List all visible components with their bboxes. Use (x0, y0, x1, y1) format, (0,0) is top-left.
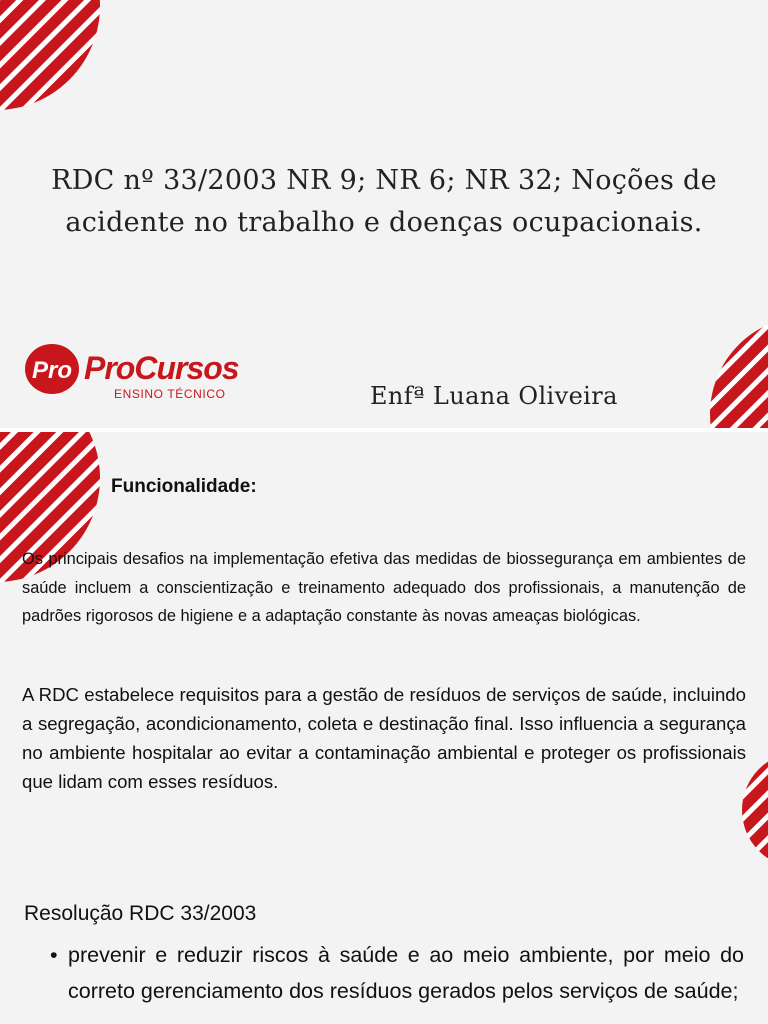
presentation-title (20, 160, 748, 244)
title-line-1: RDC nº 33/2003 NR 9; NR 6; NR 32; Noções de (51, 165, 717, 196)
procursos-logo (24, 341, 256, 401)
title-line-2: acidente no trabalho e doenças ocupacionais. (65, 207, 703, 238)
paragraph-challenges: Os principais desafios na implementação efetiva das medidas de biossegurança em ambientes de saúde incluem a conscientização e treinamento adequado dos profissionais, a manutenção de padrões rigorosos de higiene e a adaptação constante às novas ameaças biológicas. (22, 550, 746, 625)
bullet-text: prevenir e reduzir riscos à saúde e ao meio ambiente, por meio do correto gerenciamento dos resíduos gerados pelos serviços de saúde; (68, 943, 744, 1003)
striped-circle-decoration (0, 0, 102, 112)
logo-brand-text: ProCursos (84, 350, 239, 386)
list-item (44, 937, 744, 1009)
slide-content (0, 432, 768, 1024)
resolution-title: Resolução RDC 33/2003 (24, 902, 257, 925)
resolution-bullets (44, 937, 744, 1009)
slide-cover (0, 0, 768, 428)
paragraph-rdc: A RDC estabelece requisitos para a gestão de resíduos de serviços de saúde, incluindo a segregação, acondicionamento, coleta e destinação final. Isso influencia a segurança no ambiente hospitalar ao evitar a contaminação ambiental e proteger os profissionais que lidam com esses resíduos. (22, 684, 746, 792)
section-heading: Funcionalidade: (111, 476, 257, 497)
author-name: Enfª Luana Oliveira (370, 382, 618, 410)
striped-circle-decoration (708, 314, 768, 428)
logo-badge-text: Pro (31, 357, 73, 384)
logo-tagline-text: ENSINO TÉCNICO (114, 387, 226, 401)
bullet-marker: • (50, 943, 58, 967)
